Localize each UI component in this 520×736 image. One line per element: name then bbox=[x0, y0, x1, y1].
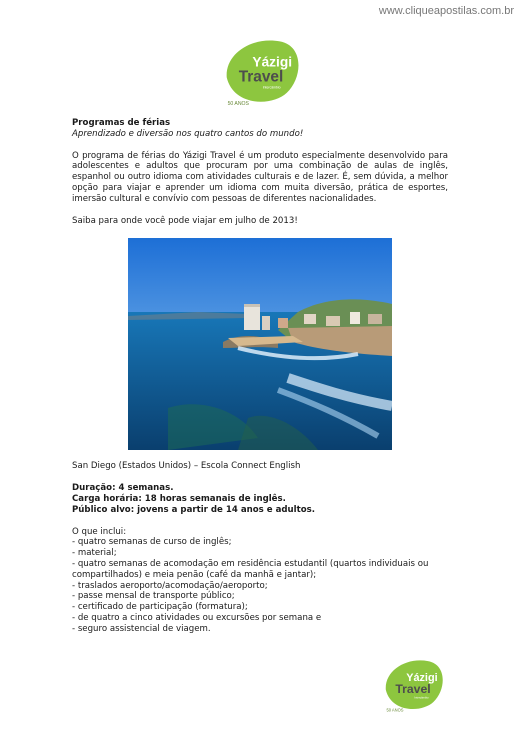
intro-text: Saiba para onde você pode viajar em julho de 2013! bbox=[72, 215, 298, 226]
logo-tagline: Intercâmbio bbox=[262, 85, 281, 90]
list-item: - quatro semanas de acomodação em residência estudantil (quartos individuais ou compartilhados) e meia penão (café da manhã e jantar); bbox=[72, 558, 429, 580]
photo-caption: San Diego (Estados Unidos) – Escola Connect English bbox=[72, 461, 301, 472]
logo-years: 50 ANOS bbox=[227, 100, 249, 107]
list-item: - material; bbox=[72, 548, 117, 559]
list-item: - seguro assistencial de viagem. bbox=[72, 623, 211, 634]
logo-brand-line1: Yázigi bbox=[252, 54, 293, 70]
includes-section bbox=[72, 527, 448, 635]
list-item: - certificado de participação (formatura); bbox=[72, 602, 248, 613]
includes-list bbox=[72, 537, 448, 634]
page-title: Programas de férias bbox=[72, 118, 171, 128]
list-item: - de quatro a cinco atividades ou excursões por semana e bbox=[72, 612, 322, 623]
document-body bbox=[72, 118, 448, 635]
detail-workload: Carga horária: 18 horas semanais de inglês. bbox=[72, 493, 286, 504]
page-subtitle: Aprendizado e diversão nos quatro cantos do mundo! bbox=[72, 128, 304, 139]
logo-brand-line2: Travel bbox=[395, 682, 431, 697]
list-item: - quatro semanas de curso de inglês; bbox=[72, 537, 232, 548]
list-item: - passe mensal de transporte público; bbox=[72, 591, 235, 602]
watermark-url: www.cliqueapostilas.com.br bbox=[378, 5, 514, 17]
includes-heading: O que inclui: bbox=[72, 526, 127, 537]
program-details bbox=[72, 483, 448, 515]
yazigi-travel-logo bbox=[218, 38, 304, 110]
san-diego-photo bbox=[128, 238, 392, 450]
logo-brand-line1: Yázigi bbox=[406, 671, 438, 684]
list-item: - traslados aeroporto/acomodação/aeroporto; bbox=[72, 580, 268, 591]
logo-years: 50 ANOS bbox=[386, 707, 404, 713]
yazigi-travel-logo-footer bbox=[379, 658, 447, 716]
logo-tagline: Intercâmbio bbox=[414, 696, 429, 700]
detail-duration: Duração: 4 semanas. bbox=[72, 483, 174, 494]
logo-brand-line2: Travel bbox=[238, 68, 284, 86]
detail-audience: Público alvo: jovens a partir de 14 anos e adultos. bbox=[72, 504, 315, 515]
description-paragraph: O programa de férias do Yázigi Travel é um produto especialmente desenvolvido para adolescentes e adultos que procuram por uma combinação de aulas de inglês, espanhol ou outro idioma com atividades culturais e de lazer. É, sem dúvida, a melhor opção para viajar e aprender um idioma com muita diversão, prática de esportes, imersão cultural e convívio com pessoas de diferentes nacionalidades. bbox=[72, 150, 448, 204]
